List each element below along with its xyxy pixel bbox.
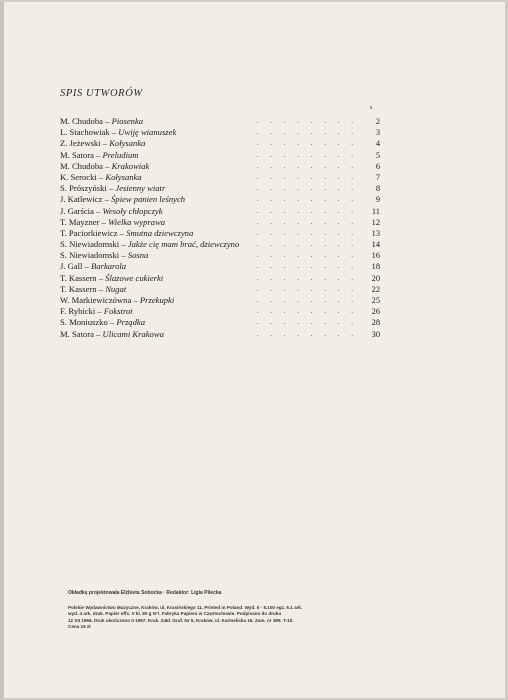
work-title: Preludium — [102, 149, 139, 160]
work-title: Barkarola — [91, 261, 127, 272]
toc-entry — [60, 273, 380, 284]
dot-leader: . . . . . . . . — [256, 307, 358, 316]
dot-leader: . . . . . . . . — [256, 273, 358, 282]
toc-entry — [60, 228, 380, 239]
work-title: Uwiję wianuszek — [118, 127, 177, 138]
work-title: Piosenka — [111, 116, 144, 126]
composer-name: J. Katlewicz — [60, 194, 103, 205]
toc-entry — [60, 138, 380, 149]
dot-leader: . . . . . . . . — [256, 150, 358, 159]
dash-separator: – — [109, 317, 115, 328]
composer-name: T. Kassern — [60, 283, 97, 294]
work-title: Prządka — [116, 317, 146, 328]
dash-separator: – — [96, 149, 101, 160]
dash-separator: – — [121, 250, 126, 261]
dash-separator: – — [98, 272, 104, 283]
page-number: 8 — [375, 184, 380, 194]
composer-name: T. Paciorkiewicz — [60, 227, 118, 238]
composer-name: T. Mayzner — [60, 216, 100, 227]
dash-separator: – — [105, 116, 110, 126]
table-of-contents — [60, 116, 380, 340]
page-number: 16 — [371, 251, 380, 261]
imprint-line: 12 XII 1966. Druk ukończono II 1967. Krak. Zakł. Graf. Nr 5, Kraków, ul. Karmelicka 16. Zam. nr 399. T-10. — [68, 617, 294, 623]
composer-name: K. Serocki — [60, 171, 97, 182]
imprint-line: Cena 16 zł — [68, 624, 91, 630]
toc-entry — [60, 239, 380, 250]
page-number: 7 — [375, 172, 380, 182]
dot-leader: . . . . . . . . — [256, 117, 358, 125]
page-number: 18 — [371, 262, 380, 272]
page-number: 20 — [371, 273, 380, 283]
dash-separator: – — [101, 216, 106, 227]
work-title: Smutna dziewczyna — [126, 227, 194, 238]
page-number: 30 — [371, 329, 380, 339]
dot-leader: . . . . . . . . — [256, 318, 358, 327]
toc-entry — [60, 217, 380, 228]
dot-leader: . . . . . . . . — [256, 161, 358, 170]
work-title: Krakowiak — [111, 160, 150, 171]
page-column-marker: s — [370, 105, 373, 111]
toc-entry — [60, 261, 380, 272]
toc-title: SPIS UTWORÓW — [60, 88, 143, 99]
toc-entry — [60, 295, 380, 306]
credit-line: Okładkę projektowała Elżbieta Sobocka · Redaktor: Ligia Pilecka — [68, 590, 222, 596]
page-number: 25 — [371, 296, 380, 305]
toc-entry — [60, 306, 380, 317]
toc-entry — [60, 116, 380, 127]
toc-entry — [60, 161, 380, 172]
composer-name: F. Rybicki — [60, 306, 96, 317]
composer-name: L. Stachowiak — [60, 127, 110, 138]
dot-leader: . . . . . . . . — [256, 329, 358, 338]
dot-leader: . . . . . . . . — [256, 139, 358, 148]
dot-leader: . . . . . . . . — [256, 296, 358, 304]
dot-leader: . . . . . . . . — [256, 206, 358, 215]
work-title: Nugat — [105, 283, 127, 294]
composer-name: T. Kassern — [60, 272, 97, 283]
work-title: Jesienny wiatr — [115, 183, 166, 194]
work-title: Ulicami Krakowa — [102, 328, 164, 339]
composer-name: M. Chudoba — [60, 160, 103, 171]
composer-name: S. Niewiadomski — [60, 250, 120, 261]
dot-leader: . . . . . . . . — [256, 128, 358, 137]
dot-leader: . . . . . . . . — [256, 240, 358, 249]
dot-leader: . . . . . . . . — [256, 184, 358, 193]
toc-entry — [60, 284, 380, 295]
composer-name: M. Chudoba — [60, 116, 103, 126]
work-title: Sosna — [127, 250, 149, 261]
dash-separator: – — [84, 261, 89, 272]
dash-separator: – — [133, 295, 138, 305]
dash-separator: – — [119, 227, 125, 238]
work-title: Wielka wyprawa — [108, 216, 166, 227]
dot-leader: . . . . . . . . — [256, 217, 358, 226]
dash-separator: – — [111, 127, 117, 138]
imprint-block — [68, 605, 302, 631]
composer-name: M. Satora — [60, 149, 94, 160]
composer-name: Z. Jeżewski — [60, 138, 101, 149]
work-title: Kołysanka — [105, 171, 142, 182]
dash-separator: – — [96, 328, 101, 339]
composer-name: W. Markiewiczówna — [60, 295, 132, 305]
imprint-line: Polskie Wydawnictwo Muzyczne, Kraków, ul. Krasińskiego 11. Printed in Poland. Wyd. II · 5.100 egz. 6.1 ark. — [68, 605, 303, 610]
dash-separator: – — [104, 194, 109, 205]
dash-separator: – — [105, 160, 110, 171]
page-number: 26 — [371, 307, 380, 317]
toc-entry — [60, 194, 380, 205]
page-number: 14 — [371, 240, 380, 250]
dash-separator: – — [121, 239, 126, 250]
page-number: 2 — [375, 117, 380, 126]
page-number: 28 — [371, 318, 380, 328]
dash-separator: – — [102, 138, 108, 149]
work-title: Kołysanka — [109, 138, 146, 149]
page-number: 9 — [375, 195, 380, 205]
toc-entry — [60, 183, 380, 194]
composer-name: J. Gall — [60, 261, 83, 272]
page-number: 6 — [375, 161, 380, 171]
composer-name: S. Moniuszko — [60, 317, 108, 328]
imprint-line: wyd. 4 ark. druk. Papier offs. V kl. 80 g N°/. Fabryka Papieru w Częstochowie. Podpisano do druku — [68, 611, 282, 617]
work-title: Przekupki — [139, 295, 175, 305]
work-title: Fokstrot — [103, 306, 133, 317]
dot-leader: . . . . . . . . — [256, 195, 358, 204]
dot-leader: . . . . . . . . — [256, 172, 358, 181]
composer-name: S. Niewiadomski — [60, 239, 120, 250]
work-title: Jakże cię mam brać, dziewczyno — [127, 239, 240, 250]
toc-entry — [60, 150, 380, 161]
toc-entry — [60, 317, 380, 328]
dot-leader: . . . . . . . . — [256, 251, 358, 260]
dash-separator: – — [96, 205, 101, 216]
page-number: 13 — [371, 228, 380, 238]
composer-name: S. Prószyński — [60, 183, 107, 194]
dash-separator: – — [97, 306, 102, 317]
page-number: 12 — [371, 217, 380, 227]
page-number: 4 — [375, 139, 380, 149]
dash-separator: – — [108, 183, 114, 194]
composer-name: M. Satora — [60, 328, 94, 339]
page-number: 11 — [371, 206, 380, 216]
toc-entry — [60, 329, 380, 340]
toc-entry — [60, 206, 380, 217]
dash-separator: – — [98, 283, 104, 294]
page-number: 5 — [375, 150, 380, 160]
page-number: 22 — [371, 284, 380, 294]
toc-entry — [60, 172, 380, 183]
toc-entry — [60, 250, 380, 261]
work-title: Śpiew panien leśnych — [111, 194, 186, 205]
composer-name: J. Garścia — [60, 205, 94, 216]
dot-leader: . . . . . . . . — [256, 262, 358, 271]
dot-leader: . . . . . . . . — [256, 228, 358, 237]
toc-entry — [60, 127, 380, 138]
dash-separator: – — [98, 171, 104, 182]
work-title: Wesoły chłopczyk — [102, 205, 163, 216]
page-number: 3 — [375, 128, 380, 138]
work-title: Ślazowe cukierki — [105, 272, 164, 283]
dot-leader: . . . . . . . . — [256, 284, 358, 293]
